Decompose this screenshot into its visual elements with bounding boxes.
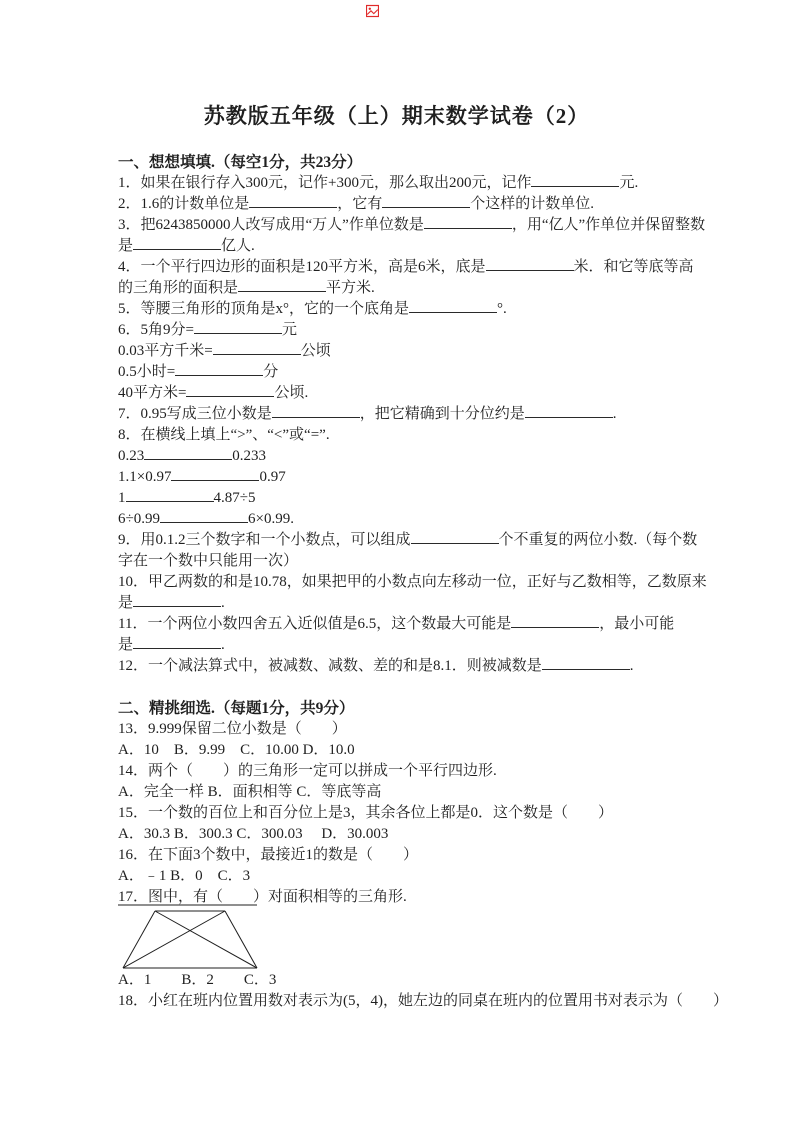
question-line xyxy=(118,404,778,425)
line-text: 9．用0.1.2三个数字和一个小数点，可以组成 xyxy=(118,532,411,548)
question-line xyxy=(118,509,778,530)
question-line xyxy=(118,446,778,467)
answer-blank xyxy=(511,614,599,628)
line-text: 的三角形的面积是 xyxy=(118,280,239,296)
exam-body xyxy=(118,152,778,1012)
question-line xyxy=(118,803,778,824)
answer-blank xyxy=(160,509,248,523)
answer-blank xyxy=(411,530,499,544)
line-text: ，用“亿人”作单位并保留整数 xyxy=(511,217,706,233)
options-line xyxy=(118,740,778,761)
answer-blank xyxy=(486,257,574,271)
trapezoid-diagonals-figure xyxy=(118,904,778,970)
line-text: 11．一个两位小数四舍五入近似值是6.5，这个数最大可能是 xyxy=(118,616,512,632)
line-text: 亿人. xyxy=(221,238,255,254)
line-text: 0.97 xyxy=(259,469,286,485)
question-line xyxy=(118,194,778,215)
section-header xyxy=(118,152,778,173)
line-text: A．1 B．2 C．3 xyxy=(118,972,277,988)
answer-blank xyxy=(194,320,282,334)
broken-image-icon xyxy=(366,4,379,19)
line-text: 字在一个数中只能用一次） xyxy=(118,553,299,569)
line-text: 是 xyxy=(118,637,134,653)
line-text: 18．小红在班内位置用数对表示为(5，4)，她左边的同桌在班内的位置用书对表示为（ ） xyxy=(118,993,728,1009)
line-text: 0.233 xyxy=(232,448,266,464)
answer-blank xyxy=(238,278,326,292)
line-text: 是 xyxy=(118,238,134,254)
line-text: 17．图中，有（ ）对面积相等的三角形. xyxy=(118,889,407,905)
question-line xyxy=(118,278,778,299)
line-text: 是 xyxy=(118,595,134,611)
line-text: 5．等腰三角形的顶角是x°，它的一个底角是 xyxy=(118,301,410,317)
line-text: . xyxy=(221,595,225,611)
answer-blank xyxy=(213,341,301,355)
answer-blank xyxy=(542,656,630,670)
line-text: 1.1×0.97 xyxy=(118,469,172,485)
line-text: 6÷0.99 xyxy=(118,511,160,527)
answer-blank xyxy=(382,194,470,208)
line-text: 16．在下面3个数中，最接近1的数是（ ） xyxy=(118,847,419,863)
line-text: A．完全一样 B．面积相等 C．等底等高 xyxy=(118,784,382,800)
answer-blank xyxy=(531,173,619,187)
line-text: . xyxy=(629,658,634,674)
line-text: 6．5角9分= xyxy=(118,322,194,338)
question-line xyxy=(118,551,778,572)
question-line xyxy=(118,635,778,656)
line-text: 个这样的计数单位. xyxy=(470,196,595,212)
options-line xyxy=(118,970,778,991)
question-line xyxy=(118,383,778,404)
line-text: 15．一个数的百位上和百分位上是3，其余各位上都是0．这个数是（ ） xyxy=(118,805,614,821)
question-line xyxy=(118,845,778,866)
line-text: 40平方米= xyxy=(118,385,187,401)
line-text: 1．如果在银行存入300元，记作+300元，那么取出200元，记作 xyxy=(118,175,532,191)
answer-blank xyxy=(133,593,221,607)
line-text: 3．把6243850000人改写成用“万人”作单位数是 xyxy=(118,217,424,233)
line-text: 二、精挑细选.（每题1分，共9分） xyxy=(118,700,355,717)
answer-blank xyxy=(126,488,214,502)
line-text: 6×0.99. xyxy=(247,511,294,527)
question-line xyxy=(118,656,778,677)
line-text: 8．在横线上填上“>”、“<”或“=”. xyxy=(118,427,330,443)
answer-blank xyxy=(144,446,232,460)
answer-blank xyxy=(171,467,259,481)
answer-blank xyxy=(409,299,497,313)
question-line xyxy=(118,488,778,509)
answer-blank xyxy=(272,404,360,418)
question-line xyxy=(118,299,778,320)
line-text: ，最小可能 xyxy=(599,616,675,632)
question-line xyxy=(118,257,778,278)
line-text: A．10 B．9.99 C．10.00 D．10.0 xyxy=(118,742,355,758)
options-line xyxy=(118,866,778,887)
line-text: °. xyxy=(497,301,507,317)
line-text: . xyxy=(221,637,225,653)
line-text: 公顷 xyxy=(300,343,331,359)
question-line xyxy=(118,530,778,551)
line-text: 4.87÷5 xyxy=(213,490,256,506)
line-text: 13．9.999保留二位小数是（ ） xyxy=(118,721,347,737)
answer-blank xyxy=(249,194,337,208)
question-line xyxy=(118,341,778,362)
line-text: 一、想想填填.（每空1分，共23分） xyxy=(118,154,363,171)
line-text: . xyxy=(612,406,617,422)
question-line xyxy=(118,425,778,446)
answer-blank xyxy=(525,404,613,418)
line-text: 元. xyxy=(619,175,639,191)
options-line xyxy=(118,824,778,845)
line-text: 7．0.95写成三位小数是 xyxy=(118,406,272,422)
line-text: 2．1.6的计数单位是 xyxy=(118,196,250,212)
line-text: 4．一个平行四边形的面积是120平方米，高是6米，底是 xyxy=(118,259,486,275)
answer-blank xyxy=(133,236,221,250)
question-line xyxy=(118,719,778,740)
question-line xyxy=(118,467,778,488)
spacer-line xyxy=(118,677,778,698)
line-text: A．﹣1 B．0 C．3 xyxy=(118,868,251,884)
line-text: 公顷. xyxy=(274,385,309,401)
answer-blank xyxy=(186,383,274,397)
line-text: 分 xyxy=(263,364,279,380)
question-line xyxy=(118,572,778,593)
section-header xyxy=(118,698,778,719)
question-line xyxy=(118,991,778,1012)
question-line xyxy=(118,593,778,614)
line-text: 米．和它等底等高 xyxy=(573,259,694,275)
line-text: 平方米. xyxy=(326,280,375,296)
answer-blank xyxy=(175,362,263,376)
question-line xyxy=(118,362,778,383)
question-line xyxy=(118,173,778,194)
answer-blank xyxy=(133,635,221,649)
question-line xyxy=(118,236,778,257)
question-line xyxy=(118,215,778,236)
line-text: A．30.3 B．300.3 C．300.03 D．30.003 xyxy=(118,826,389,842)
line-text: 0.03平方千米= xyxy=(118,343,213,359)
line-text: 1 xyxy=(118,490,126,506)
line-text: 10．甲乙两数的和是10.78，如果把甲的小数点向左移动一位，正好与乙数相等，乙数原来 xyxy=(118,574,707,590)
line-text: 0.5小时= xyxy=(118,364,176,380)
page-title: 苏教版五年级（上）期末数学试卷（2） xyxy=(203,104,590,128)
line-text: ，它有 xyxy=(337,196,383,212)
line-text: 0.23 xyxy=(118,448,145,464)
question-line xyxy=(118,761,778,782)
question-line xyxy=(118,614,778,635)
line-text: ，把它精确到十分位约是 xyxy=(359,406,525,422)
options-line xyxy=(118,782,778,803)
question-line xyxy=(118,320,778,341)
line-text: 元 xyxy=(281,322,297,338)
line-text: 个不重复的两位小数.（每个数 xyxy=(498,532,698,548)
answer-blank xyxy=(424,215,512,229)
line-text: 14．两个（ ）的三角形一定可以拼成一个平行四边形. xyxy=(118,763,497,779)
line-text: 12．一个减法算式中，被减数、减数、差的和是8.1．则被减数是 xyxy=(118,658,542,674)
